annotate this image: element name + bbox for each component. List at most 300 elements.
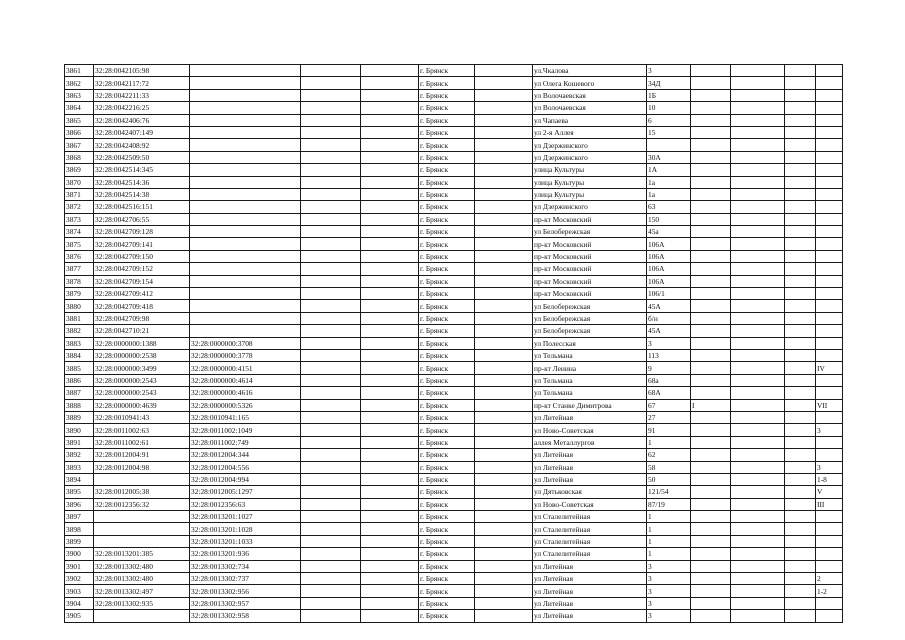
table-cell-cadastral_2 [190, 238, 301, 250]
table-cell-col_j [691, 188, 731, 200]
table-cell-cadastral_2 [190, 213, 301, 225]
table-cell-num: 3902 [65, 573, 94, 585]
table-cell-street: ул Дзержинского [533, 139, 647, 151]
table-cell-col_j [691, 473, 731, 485]
table-cell-num: 3893 [65, 461, 94, 473]
table-cell-cadastral_1: 32:28:0000000:3499 [94, 362, 190, 374]
table-cell-col_j [691, 337, 731, 349]
table-cell-num: 3881 [65, 312, 94, 324]
table-cell-cadastral_1: 32:28:0013302:480 [94, 573, 190, 585]
table-cell-num: 3901 [65, 560, 94, 572]
table-cell-col_j [691, 312, 731, 324]
table-cell-col_d [301, 610, 361, 622]
table-cell-col_g [475, 250, 533, 262]
table-cell-col_e [361, 548, 419, 560]
table-cell-city: г. Брянск [419, 374, 475, 386]
table-cell-col_d [301, 473, 361, 485]
table-cell-cadastral_1: 32:28:0013302:497 [94, 585, 190, 597]
table-row [65, 511, 843, 523]
table-cell-col_e [361, 238, 419, 250]
table-cell-col_m [816, 312, 843, 324]
table-cell-cadastral_2: 32:28:0000000:4151 [190, 362, 301, 374]
table-cell-house: 1 [647, 511, 691, 523]
table-cell-col_m [816, 151, 843, 163]
table-cell-col_e [361, 560, 419, 572]
table-cell-num: 3872 [65, 201, 94, 213]
table-cell-cadastral_1: 32:28:0042105:98 [94, 65, 190, 77]
table-cell-num: 3891 [65, 436, 94, 448]
table-row [65, 461, 843, 473]
table-cell-col_e [361, 374, 419, 386]
table-cell-col_k [731, 226, 785, 238]
table-cell-street: ул Сталелитейная [533, 535, 647, 547]
table-row [65, 436, 843, 448]
table-cell-city: г. Брянск [419, 337, 475, 349]
table-cell-house: 58 [647, 461, 691, 473]
table-cell-col_l [785, 312, 816, 324]
table-cell-col_e [361, 300, 419, 312]
table-cell-col_e [361, 176, 419, 188]
table-cell-col_l [785, 238, 816, 250]
table-cell-col_e [361, 89, 419, 101]
table-cell-street: пр-кт Московский [533, 288, 647, 300]
table-cell-cadastral_1: 32:28:0042709:98 [94, 312, 190, 324]
table-cell-col_d [301, 263, 361, 275]
table-cell-cadastral_2 [190, 325, 301, 337]
table-cell-col_g [475, 436, 533, 448]
table-cell-col_e [361, 263, 419, 275]
table-cell-house: 87/19 [647, 498, 691, 510]
table-cell-num: 3887 [65, 387, 94, 399]
table-cell-col_g [475, 238, 533, 250]
table-cell-cadastral_1: 32:28:0012004:98 [94, 461, 190, 473]
table-cell-col_e [361, 362, 419, 374]
table-cell-cadastral_2: 32:28:0000000:5326 [190, 399, 301, 411]
table-cell-cadastral_1 [94, 473, 190, 485]
table-cell-city: г. Брянск [419, 151, 475, 163]
table-cell-col_k [731, 424, 785, 436]
table-row [65, 411, 843, 423]
table-cell-col_j [691, 573, 731, 585]
table-cell-house: 3 [647, 597, 691, 609]
table-cell-col_d [301, 535, 361, 547]
table-cell-col_j [691, 523, 731, 535]
table-cell-street: пр-кт Московский [533, 238, 647, 250]
table-cell-col_k [731, 102, 785, 114]
table-cell-col_g [475, 164, 533, 176]
table-cell-num: 3899 [65, 535, 94, 547]
table-cell-col_m [816, 188, 843, 200]
table-cell-house: 3 [647, 65, 691, 77]
table-cell-num: 3869 [65, 164, 94, 176]
table-cell-col_e [361, 411, 419, 423]
table-cell-cadastral_1: 32:28:0000000:1388 [94, 337, 190, 349]
table-cell-cadastral_1: 32:28:0013302:480 [94, 560, 190, 572]
table-cell-col_l [785, 424, 816, 436]
table-row [65, 535, 843, 547]
table-cell-col_e [361, 436, 419, 448]
table-cell-col_g [475, 126, 533, 138]
table-cell-cadastral_1: 32:28:0011002:61 [94, 436, 190, 448]
table-cell-col_k [731, 362, 785, 374]
table-cell-col_l [785, 114, 816, 126]
table-row [65, 312, 843, 324]
table-cell-col_e [361, 424, 419, 436]
table-cell-house: 3 [647, 610, 691, 622]
table-cell-col_m [816, 139, 843, 151]
table-cell-col_j [691, 374, 731, 386]
table-cell-col_e [361, 65, 419, 77]
table-cell-col_e [361, 387, 419, 399]
table-cell-col_g [475, 548, 533, 560]
table-cell-col_d [301, 399, 361, 411]
table-cell-col_g [475, 151, 533, 163]
table-cell-col_j [691, 250, 731, 262]
table-cell-col_g [475, 610, 533, 622]
table-cell-street: ул Ново-Советская [533, 424, 647, 436]
table-cell-col_e [361, 473, 419, 485]
table-cell-cadastral_1 [94, 511, 190, 523]
table-cell-col_k [731, 399, 785, 411]
table-cell-col_d [301, 201, 361, 213]
table-cell-cadastral_2 [190, 102, 301, 114]
table-cell-col_e [361, 77, 419, 89]
table-cell-cadastral_2 [190, 126, 301, 138]
table-cell-street: ул Полесская [533, 337, 647, 349]
table-row [65, 325, 843, 337]
table-row [65, 449, 843, 461]
table-cell-city: г. Брянск [419, 523, 475, 535]
table-cell-col_l [785, 164, 816, 176]
table-cell-cadastral_2: 32:28:0013201:1027 [190, 511, 301, 523]
table-cell-house: 1А [647, 164, 691, 176]
table-cell-street: ул Литейная [533, 573, 647, 585]
table-cell-col_l [785, 535, 816, 547]
table-cell-col_k [731, 597, 785, 609]
table-cell-col_k [731, 548, 785, 560]
table-cell-city: г. Брянск [419, 424, 475, 436]
table-cell-col_d [301, 126, 361, 138]
table-cell-col_d [301, 300, 361, 312]
table-cell-col_e [361, 139, 419, 151]
table-cell-col_j [691, 213, 731, 225]
table-cell-col_l [785, 399, 816, 411]
table-cell-col_d [301, 139, 361, 151]
table-cell-cadastral_1: 32:28:0042709:128 [94, 226, 190, 238]
table-cell-num: 3880 [65, 300, 94, 312]
table-cell-house: 106/1 [647, 288, 691, 300]
table-cell-city: г. Брянск [419, 461, 475, 473]
table-cell-col_k [731, 449, 785, 461]
table-cell-col_g [475, 486, 533, 498]
table-cell-col_d [301, 523, 361, 535]
table-cell-city: г. Брянск [419, 610, 475, 622]
table-cell-col_m [816, 114, 843, 126]
table-cell-house: 67 [647, 399, 691, 411]
table-cell-col_g [475, 139, 533, 151]
table-cell-city: г. Брянск [419, 585, 475, 597]
table-cell-col_e [361, 337, 419, 349]
table-cell-col_d [301, 275, 361, 287]
table-cell-col_e [361, 573, 419, 585]
table-cell-city: г. Брянск [419, 238, 475, 250]
table-cell-col_l [785, 102, 816, 114]
table-cell-col_d [301, 560, 361, 572]
table-cell-col_k [731, 77, 785, 89]
table-cell-col_m [816, 436, 843, 448]
table-cell-col_g [475, 523, 533, 535]
table-cell-col_l [785, 411, 816, 423]
table-row [65, 114, 843, 126]
table-cell-col_d [301, 597, 361, 609]
table-cell-col_k [731, 238, 785, 250]
table-cell-city: г. Брянск [419, 164, 475, 176]
table-row [65, 585, 843, 597]
table-cell-col_k [731, 325, 785, 337]
table-cell-col_k [731, 263, 785, 275]
table-cell-col_d [301, 349, 361, 361]
table-cell-cadastral_1: 32:28:0010941:43 [94, 411, 190, 423]
table-cell-col_k [731, 312, 785, 324]
table-cell-col_g [475, 77, 533, 89]
table-cell-city: г. Брянск [419, 436, 475, 448]
table-cell-cadastral_2: 32:28:0000000:4616 [190, 387, 301, 399]
table-cell-cadastral_2 [190, 201, 301, 213]
table-cell-house: 34Д [647, 77, 691, 89]
table-cell-num: 3897 [65, 511, 94, 523]
table-row [65, 486, 843, 498]
table-cell-col_k [731, 461, 785, 473]
table-cell-cadastral_2 [190, 188, 301, 200]
table-cell-num: 3898 [65, 523, 94, 535]
table-cell-col_d [301, 250, 361, 262]
table-cell-street: ул Литейная [533, 610, 647, 622]
table-cell-house: 27 [647, 411, 691, 423]
table-cell-col_j [691, 387, 731, 399]
table-cell-num: 3892 [65, 449, 94, 461]
table-cell-city: г. Брянск [419, 201, 475, 213]
table-cell-col_j [691, 176, 731, 188]
table-cell-col_m [816, 238, 843, 250]
table-cell-col_d [301, 102, 361, 114]
table-cell-cadastral_1: 32:28:0000000:4639 [94, 399, 190, 411]
table-cell-col_j [691, 300, 731, 312]
table-cell-col_l [785, 126, 816, 138]
table-cell-col_l [785, 77, 816, 89]
table-row [65, 399, 843, 411]
table-cell-col_j [691, 597, 731, 609]
table-cell-street: ул Дзержинского [533, 201, 647, 213]
table-cell-city: г. Брянск [419, 89, 475, 101]
table-cell-col_k [731, 349, 785, 361]
table-cell-city: г. Брянск [419, 362, 475, 374]
table-cell-cadastral_2: 32:28:0013302:737 [190, 573, 301, 585]
table-cell-street: ул Ново-Советская [533, 498, 647, 510]
table-cell-col_k [731, 511, 785, 523]
table-row [65, 387, 843, 399]
table-cell-cadastral_2: 32:28:0000000:3778 [190, 349, 301, 361]
table-cell-cadastral_2: 32:28:0013201:936 [190, 548, 301, 560]
table-cell-house: 63 [647, 201, 691, 213]
table-cell-col_l [785, 151, 816, 163]
table-cell-num: 3876 [65, 250, 94, 262]
table-cell-col_g [475, 597, 533, 609]
table-cell-col_d [301, 461, 361, 473]
table-cell-cadastral_2: 32:28:0013302:956 [190, 585, 301, 597]
table-cell-col_j [691, 411, 731, 423]
table-cell-cadastral_1: 32:28:0042710:21 [94, 325, 190, 337]
table-cell-cadastral_1: 32:28:0042509:50 [94, 151, 190, 163]
table-cell-col_g [475, 585, 533, 597]
table-cell-col_e [361, 399, 419, 411]
table-cell-col_m [816, 597, 843, 609]
table-cell-cadastral_2 [190, 263, 301, 275]
table-cell-col_k [731, 486, 785, 498]
table-cell-cadastral_1: 32:28:0042706:55 [94, 213, 190, 225]
table-cell-cadastral_2 [190, 176, 301, 188]
table-cell-city: г. Брянск [419, 77, 475, 89]
table-cell-col_j [691, 424, 731, 436]
table-row [65, 498, 843, 510]
table-cell-street: ул Белобережская [533, 226, 647, 238]
table-cell-col_g [475, 362, 533, 374]
table-cell-col_k [731, 126, 785, 138]
table-cell-city: г. Брянск [419, 449, 475, 461]
table-cell-cadastral_2: 32:28:0011002:1049 [190, 424, 301, 436]
table-cell-street: улица Культуры [533, 188, 647, 200]
table-cell-col_j [691, 449, 731, 461]
table-cell-col_g [475, 424, 533, 436]
table-cell-street: ул Олега Кошевого [533, 77, 647, 89]
table-cell-col_m: 3 [816, 461, 843, 473]
table-cell-cadastral_2 [190, 65, 301, 77]
table-cell-col_d [301, 288, 361, 300]
table-cell-col_m: 1-2 [816, 585, 843, 597]
table-row [65, 560, 843, 572]
table-cell-cadastral_2 [190, 288, 301, 300]
table-cell-col_e [361, 226, 419, 238]
table-cell-col_j [691, 226, 731, 238]
table-cell-col_e [361, 126, 419, 138]
table-cell-cadastral_1: 32:28:0013201:385 [94, 548, 190, 560]
table-cell-street: ул Дятьковская [533, 486, 647, 498]
table-cell-col_k [731, 585, 785, 597]
table-cell-city: г. Брянск [419, 399, 475, 411]
table-cell-col_e [361, 151, 419, 163]
table-row [65, 349, 843, 361]
table-cell-col_g [475, 312, 533, 324]
table-cell-col_d [301, 585, 361, 597]
table-cell-num: 3867 [65, 139, 94, 151]
table-cell-city: г. Брянск [419, 325, 475, 337]
table-cell-col_e [361, 164, 419, 176]
table-cell-col_l [785, 498, 816, 510]
table-cell-col_j [691, 139, 731, 151]
table-cell-col_m [816, 511, 843, 523]
table-cell-col_l [785, 436, 816, 448]
table-cell-street: ул Дзержинского [533, 151, 647, 163]
table-cell-col_d [301, 238, 361, 250]
table-cell-num: 3886 [65, 374, 94, 386]
table-row [65, 337, 843, 349]
table-cell-col_d [301, 449, 361, 461]
table-cell-city: г. Брянск [419, 275, 475, 287]
table-cell-col_e [361, 275, 419, 287]
table-row [65, 288, 843, 300]
table-cell-col_d [301, 89, 361, 101]
table-cell-col_k [731, 201, 785, 213]
table-cell-col_g [475, 349, 533, 361]
table-cell-col_g [475, 201, 533, 213]
table-cell-col_j [691, 498, 731, 510]
table-cell-cadastral_1: 32:28:0042216:25 [94, 102, 190, 114]
table-cell-col_e [361, 325, 419, 337]
table-cell-cadastral_1: 32:28:0000000:2538 [94, 349, 190, 361]
table-cell-col_l [785, 300, 816, 312]
table-cell-col_m [816, 535, 843, 547]
table-cell-col_g [475, 65, 533, 77]
table-cell-col_j [691, 114, 731, 126]
table-cell-col_j [691, 126, 731, 138]
table-cell-street: ул Сталелитейная [533, 548, 647, 560]
table-cell-cadastral_1: 32:28:0042117:72 [94, 77, 190, 89]
table-cell-col_m [816, 387, 843, 399]
table-cell-street: ул Тельмана [533, 374, 647, 386]
table-cell-num: 3889 [65, 411, 94, 423]
table-cell-cadastral_2 [190, 164, 301, 176]
table-cell-col_l [785, 89, 816, 101]
table-cell-street: ул Волочаевская [533, 102, 647, 114]
table-cell-cadastral_2: 32:28:0012004:994 [190, 473, 301, 485]
table-cell-num: 3883 [65, 337, 94, 349]
table-cell-col_m [816, 349, 843, 361]
table-cell-cadastral_2: 32:28:0013302:958 [190, 610, 301, 622]
table-cell-col_k [731, 164, 785, 176]
table-cell-house: 106А [647, 275, 691, 287]
table-cell-street: ул Сталелитейная [533, 511, 647, 523]
table-cell-col_l [785, 548, 816, 560]
table-cell-col_d [301, 436, 361, 448]
table-cell-street: пр-кт Станке Димитрова [533, 399, 647, 411]
table-row [65, 275, 843, 287]
table-cell-col_e [361, 461, 419, 473]
table-cell-num: 3875 [65, 238, 94, 250]
records-table [64, 64, 843, 623]
table-cell-col_m [816, 77, 843, 89]
table-cell-street: пр-кт Московский [533, 213, 647, 225]
table-cell-num: 3862 [65, 77, 94, 89]
table-row [65, 102, 843, 114]
table-cell-col_l [785, 560, 816, 572]
table-cell-house: 1а [647, 176, 691, 188]
table-cell-col_k [731, 436, 785, 448]
table-cell-house: 106А [647, 263, 691, 275]
table-cell-city: г. Брянск [419, 573, 475, 585]
table-cell-cadastral_2 [190, 151, 301, 163]
table-cell-col_d [301, 325, 361, 337]
table-cell-col_k [731, 250, 785, 262]
table-cell-street: ул Литейная [533, 560, 647, 572]
table-cell-cadastral_2: 32:28:0012004:556 [190, 461, 301, 473]
table-cell-col_e [361, 312, 419, 324]
table-cell-col_d [301, 164, 361, 176]
table-cell-col_j [691, 511, 731, 523]
table-cell-col_e [361, 523, 419, 535]
table-cell-col_l [785, 275, 816, 287]
table-cell-col_j [691, 349, 731, 361]
table-cell-city: г. Брянск [419, 65, 475, 77]
table-cell-col_l [785, 349, 816, 361]
